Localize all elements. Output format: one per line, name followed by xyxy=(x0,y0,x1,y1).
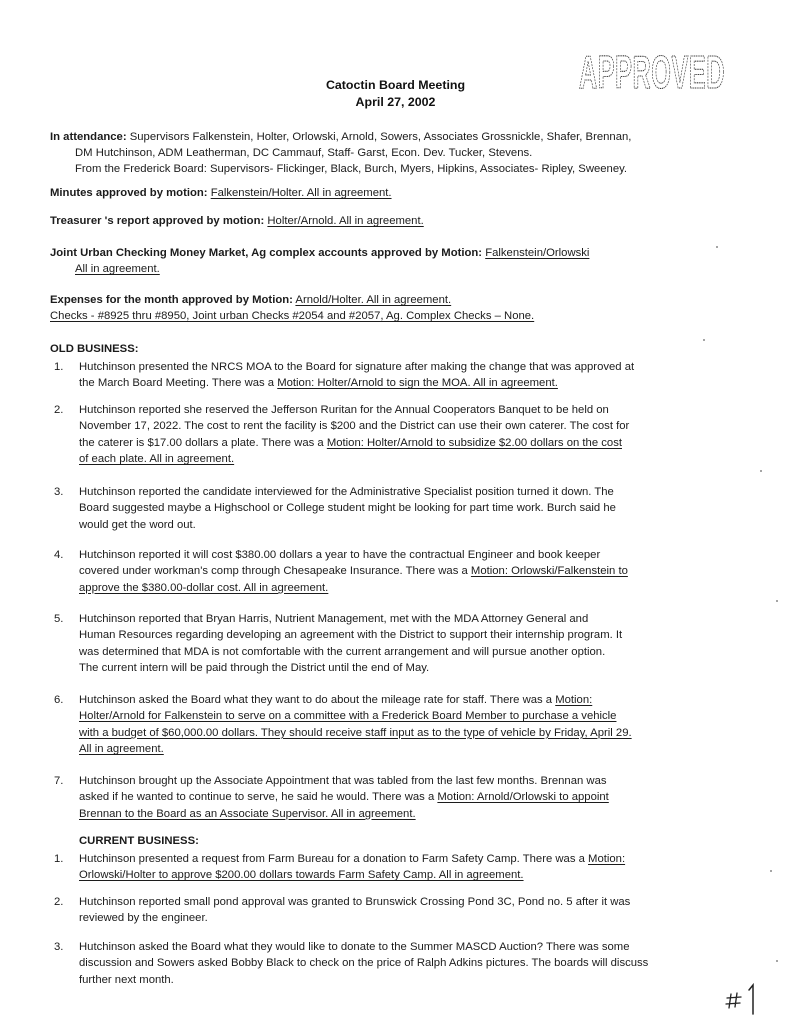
item-text-line: further next month. xyxy=(79,973,174,986)
item-text-line: Hutchinson reported that Bryan Harris, Nutrient Management, met with the MDA Attorney General and xyxy=(79,613,589,625)
expenses-section xyxy=(50,292,750,324)
scan-speck xyxy=(776,600,778,602)
item-motion: Motion: Holter/Arnold to sign the MOA. All in agreement. xyxy=(277,377,558,390)
item-number: 3. xyxy=(54,486,64,498)
attendance-line-3: From the Frederick Board: Supervisors- Flickinger, Black, Burch, Myers, Hipkins, Associates- Ripley, Sweeney. xyxy=(75,163,628,175)
old-business-item-2 xyxy=(54,402,758,468)
item-text: the March Board Meeting. There was a xyxy=(79,377,278,390)
item-motion: Motion: xyxy=(588,853,626,865)
meeting-title: Catoctin Board Meeting xyxy=(325,78,466,92)
current-business-item-1 xyxy=(54,851,758,884)
joint-urban-section xyxy=(50,245,750,277)
old-business-item-7 xyxy=(54,773,758,822)
scan-speck xyxy=(703,339,705,341)
expenses-motion: Arnold/Holter. All in agreement. xyxy=(295,294,452,306)
old-business-item-1 xyxy=(54,359,758,392)
scan-speck xyxy=(760,470,762,472)
item-text-line: Hutchinson reported it will cost $380.00 dollars a year to have the contractual Engineer and book keeper xyxy=(79,549,601,561)
item-text-line: Hutchinson reported the candidate interviewed for the Administrative Specialist position turned it down. The xyxy=(79,486,614,498)
item-motion: Orlowski/Holter to approve $200.00 dollars towards Farm Safety Camp. All in agreement. xyxy=(79,869,524,882)
item-text: Hutchinson presented a request from Farm Bureau for a donation to Farm Safety Camp. There was a xyxy=(79,853,589,865)
item-number: 6. xyxy=(54,694,64,706)
checks-line: Checks - #8925 thru #8950, Joint urban Checks #2054 and #2057, Ag. Complex Checks – None. xyxy=(50,310,535,322)
item-number: 1. xyxy=(54,853,64,865)
treasurer-label: Treasurer 's report approved by motion: xyxy=(50,215,265,227)
handwritten-page-mark xyxy=(725,982,765,1016)
item-text-line: November 17, 2022. The cost to rent the facility is $200 and the District can use their own caterer. The cost for xyxy=(79,420,630,433)
item-number: 2. xyxy=(54,404,64,416)
item-motion: Motion: xyxy=(555,694,593,706)
attendance-line-1 xyxy=(50,129,750,145)
item-text-line: Hutchinson brought up the Associate Appointment that was tabled from the last few months. Brennan was xyxy=(79,775,607,787)
page-mark-graphic xyxy=(725,982,765,1016)
svg-text:APPROVED: APPROVED xyxy=(579,46,725,96)
treasurer-motion: Holter/Arnold. All in agreement. xyxy=(267,215,424,227)
item-text: Hutchinson asked the Board what they want to do about the mileage rate for staff. There was a xyxy=(79,694,556,706)
item-motion: with a budget of $60,000.00 dollars. They should receive staff input as to the type of vehicle by Friday, April 29. xyxy=(79,726,632,739)
joint-urban-motion: Falkenstein/Orlowski xyxy=(485,247,590,259)
minutes-motion: Falkenstein/Holter. All in agreement. xyxy=(210,187,392,199)
current-business-heading: CURRENT BUSINESS: xyxy=(79,835,199,847)
scan-speck xyxy=(770,870,772,872)
old-business-item-3 xyxy=(54,484,758,533)
item-text: covered under workman's comp through Chesapeake Insurance. There was a xyxy=(79,565,471,578)
attendance-text-1: Supervisors Falkenstein, Holter, Orlowski, Arnold, Sowers, Associates Grossnickle, Shafer, Brennan, xyxy=(126,131,632,143)
item-text-line: reviewed by the engineer. xyxy=(79,912,208,925)
item-motion: Holter/Arnold for Falkenstein to serve on a committee with a Frederick Board Member to purchase a vehicle xyxy=(79,710,617,723)
meeting-date: April 27, 2002 xyxy=(355,95,436,109)
item-motion: of each plate. All in agreement. xyxy=(79,453,235,466)
minutes-label: Minutes approved by motion: xyxy=(50,187,208,199)
item-number: 4. xyxy=(54,549,64,561)
item-number: 5. xyxy=(54,613,64,625)
item-motion: Motion: Holter/Arnold to subsidize $2.00 dollars on the cost xyxy=(326,436,622,449)
item-text: asked if he wanted to continue to serve, he said he would. There was a xyxy=(79,791,438,804)
item-text-line: was determined that MDA is not comfortable with the current arrangement and will pursue another option. xyxy=(79,645,606,658)
item-text-line: Hutchinson reported she reserved the Jefferson Ruritan for the Annual Cooperators Banquet to be held on xyxy=(79,404,609,416)
item-text-line: would get the word out. xyxy=(79,518,196,531)
item-motion: approve the $380.00-dollar cost. All in agreement. xyxy=(79,581,329,594)
joint-urban-label: Joint Urban Checking Money Market, Ag complex accounts approved by Motion: xyxy=(50,247,483,259)
item-number: 3. xyxy=(54,941,64,953)
attendance-section xyxy=(50,129,750,177)
item-number: 7. xyxy=(54,775,64,787)
old-business-item-6 xyxy=(54,692,758,758)
current-business-item-3 xyxy=(54,939,758,988)
attendance-line-2: DM Hutchinson, ADM Leatherman, DC Cammauf, Staff- Garst, Econ. Dev. Tucker, Stevens. xyxy=(75,147,533,159)
item-text-line: Hutchinson presented the NRCS MOA to the Board for signature after making the change that was approved at xyxy=(79,361,635,373)
item-motion: Motion: Orlowski/Falkenstein to xyxy=(470,565,628,578)
joint-urban-agreement: All in agreement. xyxy=(75,263,160,275)
minutes-section xyxy=(50,185,750,201)
treasurer-section xyxy=(50,213,750,229)
item-text-line: Hutchinson asked the Board what they would like to donate to the Summer MASCD Auction? There was some xyxy=(79,941,630,953)
item-text-line: The current intern will be paid through the District until the end of May. xyxy=(79,662,430,675)
item-text-line: Hutchinson reported small pond approval was granted to Brunswick Crossing Pond 3C, Pond no. 5 after it was xyxy=(79,896,631,908)
old-business-item-4 xyxy=(54,547,758,596)
item-motion: All in agreement. xyxy=(79,743,164,756)
item-text-line: discussion and Sowers asked Bobby Black to check on the price of Ralph Adkins pictures. The boards will discuss xyxy=(79,957,649,970)
item-motion: Brennan to the Board as an Associate Supervisor. All in agreement. xyxy=(79,807,416,820)
scan-speck xyxy=(776,960,778,962)
item-number: 2. xyxy=(54,896,64,908)
item-text: the caterer is $17.00 dollars a plate. There was a xyxy=(79,436,327,449)
old-business-heading: OLD BUSINESS: xyxy=(50,343,139,355)
item-motion: Motion: Arnold/Orlowski to appoint xyxy=(437,791,609,804)
attendance-label: In attendance: xyxy=(50,131,127,143)
item-number: 1. xyxy=(54,361,64,373)
item-text-line: Board suggested maybe a Highschool or College student might be looking for part time work. Burch said he xyxy=(79,502,616,515)
expenses-label: Expenses for the month approved by Motion: xyxy=(50,294,293,306)
current-business-item-2 xyxy=(54,894,758,927)
item-text-line: Human Resources regarding developing an agreement with the District to support their internship program. It xyxy=(79,629,623,642)
scan-speck xyxy=(716,246,718,248)
old-business-item-5 xyxy=(54,611,758,677)
